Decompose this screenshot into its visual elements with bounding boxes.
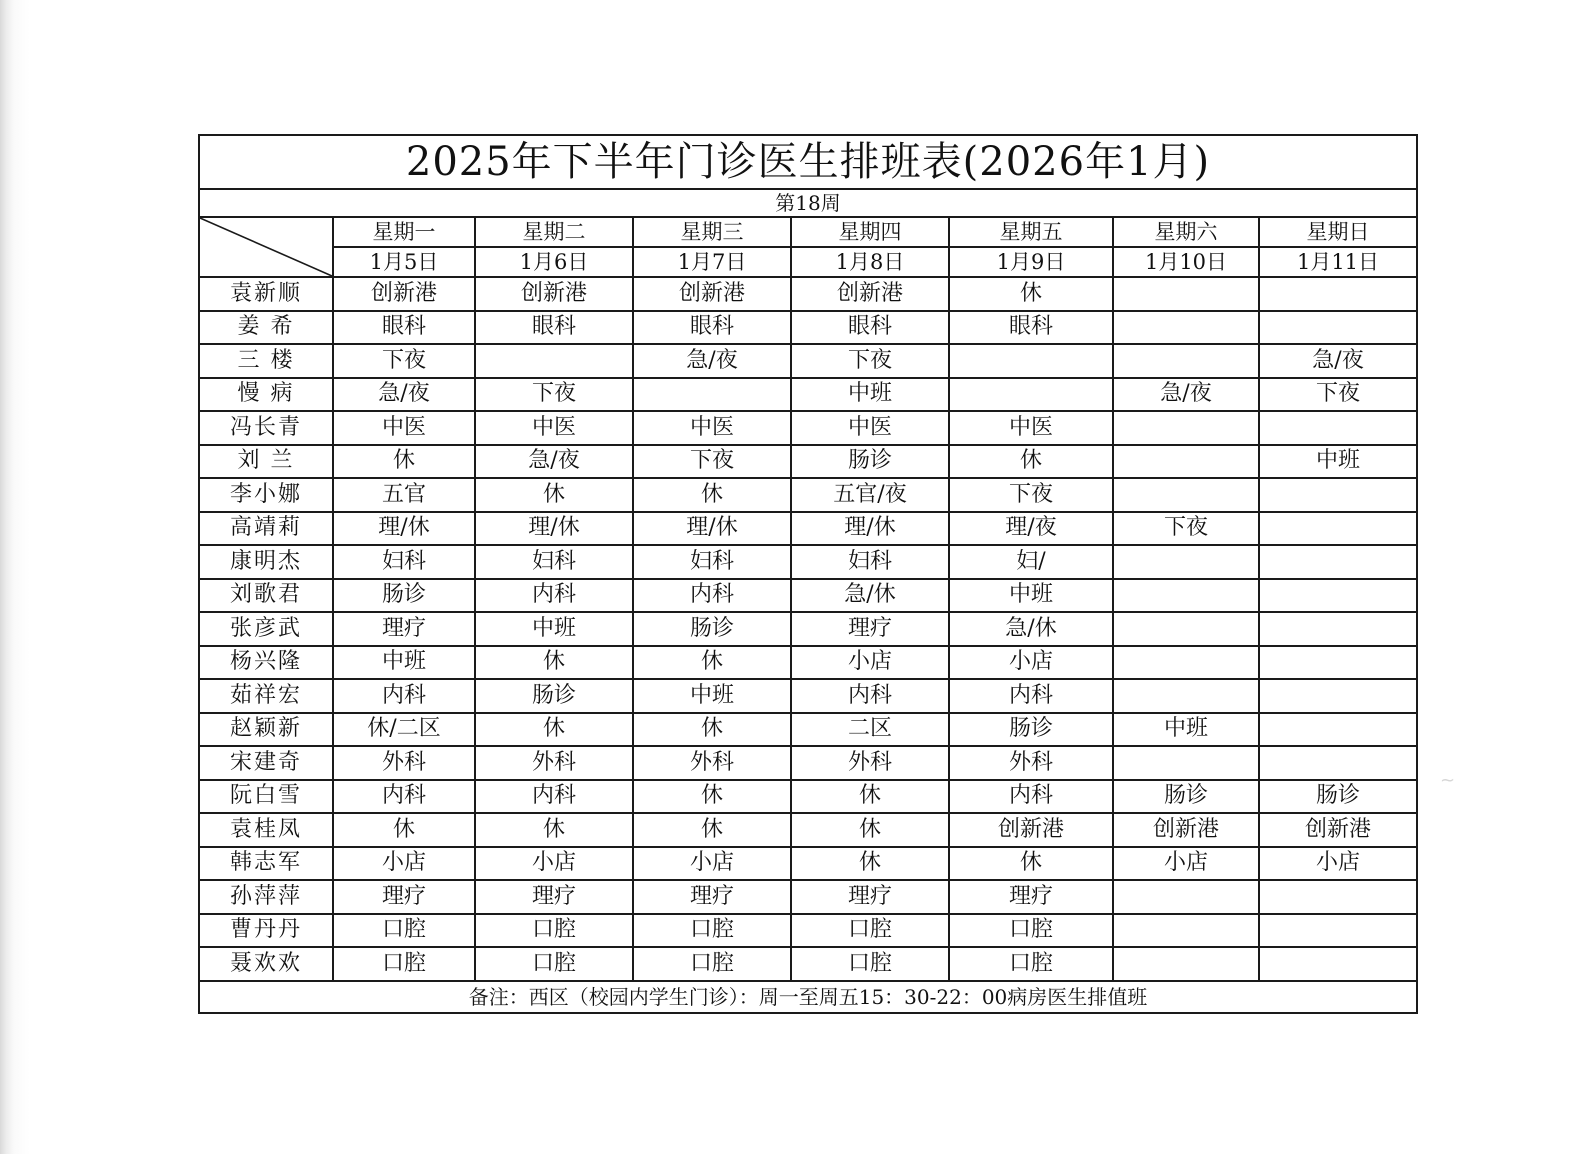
shift-cell: 休 (633, 646, 791, 680)
shift-cell (1113, 579, 1259, 613)
date-header: 1月11日 (1259, 247, 1417, 277)
diagonal-header-cell (199, 217, 333, 277)
shift-cell: 口腔 (475, 914, 633, 948)
doctor-name: 杨兴隆 (199, 646, 333, 680)
shift-cell: 创新港 (791, 277, 949, 311)
shift-cell: 妇科 (633, 545, 791, 579)
shift-cell: 急/休 (949, 612, 1113, 646)
shift-cell: 休 (475, 713, 633, 747)
shift-cell: 理/休 (633, 512, 791, 546)
shift-cell: 内科 (475, 780, 633, 814)
doctor-name: 康明杰 (199, 545, 333, 579)
day-header: 星期日 (1259, 217, 1417, 247)
doctor-name: 李小娜 (199, 478, 333, 512)
day-header: 星期一 (333, 217, 475, 247)
schedule-table (198, 134, 1418, 1014)
table-row (199, 378, 1417, 412)
day-header: 星期二 (475, 217, 633, 247)
shift-cell: 理疗 (633, 880, 791, 914)
shift-cell (1113, 445, 1259, 479)
shift-cell: 休 (333, 445, 475, 479)
shift-cell (1259, 746, 1417, 780)
doctor-name: 慢 病 (199, 378, 333, 412)
shift-cell: 休 (333, 813, 475, 847)
shift-cell: 中班 (475, 612, 633, 646)
shift-cell: 急/夜 (475, 445, 633, 479)
shift-cell: 中班 (633, 679, 791, 713)
shift-cell (1259, 512, 1417, 546)
doctor-name: 曹丹丹 (199, 914, 333, 948)
doctor-name: 冯长青 (199, 411, 333, 445)
day-header: 星期三 (633, 217, 791, 247)
shift-cell (1113, 277, 1259, 311)
shift-cell: 肠诊 (333, 579, 475, 613)
doctor-name: 宋建奇 (199, 746, 333, 780)
shift-cell: 肠诊 (1113, 780, 1259, 814)
shift-cell (1259, 545, 1417, 579)
shift-cell (1113, 612, 1259, 646)
shift-cell: 内科 (333, 679, 475, 713)
shift-cell (1259, 880, 1417, 914)
shift-cell: 休 (633, 713, 791, 747)
shift-cell: 下夜 (949, 478, 1113, 512)
shift-cell: 小店 (633, 847, 791, 881)
shift-cell: 理/休 (333, 512, 475, 546)
shift-cell: 眼科 (791, 311, 949, 345)
shift-cell: 理疗 (791, 880, 949, 914)
doctor-name: 张彦武 (199, 612, 333, 646)
shift-cell: 肠诊 (633, 612, 791, 646)
shift-cell (1113, 478, 1259, 512)
shift-cell: 中班 (333, 646, 475, 680)
doctor-name: 三 楼 (199, 344, 333, 378)
shift-cell: 妇科 (791, 545, 949, 579)
date-header: 1月10日 (1113, 247, 1259, 277)
shift-cell: 理疗 (333, 880, 475, 914)
doctor-name: 阮白雪 (199, 780, 333, 814)
doctor-name: 赵颖新 (199, 713, 333, 747)
shift-cell: 中班 (949, 579, 1113, 613)
table-row (199, 512, 1417, 546)
shift-cell (1113, 914, 1259, 948)
shift-cell: 急/夜 (1113, 378, 1259, 412)
shift-cell: 创新港 (1259, 813, 1417, 847)
shift-cell: 小店 (1113, 847, 1259, 881)
shift-cell (1113, 746, 1259, 780)
shift-cell: 下夜 (333, 344, 475, 378)
shift-cell: 肠诊 (475, 679, 633, 713)
shift-cell: 创新港 (949, 813, 1113, 847)
table-row (199, 914, 1417, 948)
table-row (199, 579, 1417, 613)
shift-cell: 中医 (475, 411, 633, 445)
shift-cell: 休 (791, 780, 949, 814)
shift-cell: 休 (475, 813, 633, 847)
table-row (199, 813, 1417, 847)
shift-cell (1113, 646, 1259, 680)
shift-cell: 肠诊 (1259, 780, 1417, 814)
shift-cell: 口腔 (333, 914, 475, 948)
shift-cell: 口腔 (633, 914, 791, 948)
shift-cell: 口腔 (475, 947, 633, 981)
shift-cell (949, 344, 1113, 378)
page-title: 2025年下半年门诊医生排班表(2026年1月) (199, 135, 1417, 189)
diagonal-line (200, 218, 332, 276)
shift-cell: 中班 (1113, 713, 1259, 747)
table-row (199, 847, 1417, 881)
footnote: 备注：西区（校园内学生门诊）：周一至周五15：30-22：00病房医生排值班 (199, 981, 1417, 1013)
shift-cell: 口腔 (633, 947, 791, 981)
shift-cell: 急/夜 (333, 378, 475, 412)
shift-cell: 妇/ (949, 545, 1113, 579)
shift-cell: 休 (949, 847, 1113, 881)
shift-cell (1113, 880, 1259, 914)
shift-cell: 下夜 (1259, 378, 1417, 412)
shift-cell: 口腔 (791, 914, 949, 948)
table-row (199, 947, 1417, 981)
table-row (199, 311, 1417, 345)
date-header: 1月5日 (333, 247, 475, 277)
table-row (199, 646, 1417, 680)
week-label: 第18周 (199, 189, 1417, 217)
shift-cell: 二区 (791, 713, 949, 747)
shift-cell (1113, 344, 1259, 378)
shift-cell: 创新港 (333, 277, 475, 311)
shift-cell: 下夜 (791, 344, 949, 378)
shift-cell (1259, 411, 1417, 445)
day-header: 星期四 (791, 217, 949, 247)
shift-cell (1259, 579, 1417, 613)
shift-cell: 中班 (1259, 445, 1417, 479)
table-row (199, 713, 1417, 747)
shift-cell: 急/休 (791, 579, 949, 613)
shift-cell: 妇科 (333, 545, 475, 579)
shift-cell (1113, 679, 1259, 713)
shift-cell: 下夜 (475, 378, 633, 412)
shift-cell: 休 (633, 780, 791, 814)
shift-cell: 下夜 (633, 445, 791, 479)
date-header: 1月7日 (633, 247, 791, 277)
shift-cell: 内科 (791, 679, 949, 713)
shift-cell (1259, 478, 1417, 512)
table-row (199, 545, 1417, 579)
shift-cell: 中医 (333, 411, 475, 445)
shift-cell (1113, 411, 1259, 445)
doctor-name: 袁桂凤 (199, 813, 333, 847)
date-header: 1月8日 (791, 247, 949, 277)
shift-cell (1259, 679, 1417, 713)
shift-cell: 口腔 (333, 947, 475, 981)
shift-cell: 休 (949, 445, 1113, 479)
shift-cell (1259, 277, 1417, 311)
shift-cell (1259, 914, 1417, 948)
shift-cell (1259, 646, 1417, 680)
shift-cell: 眼科 (475, 311, 633, 345)
shift-cell (1259, 311, 1417, 345)
shift-cell (1259, 612, 1417, 646)
shift-cell: 理疗 (333, 612, 475, 646)
shift-cell: 下夜 (1113, 512, 1259, 546)
shift-cell: 口腔 (949, 947, 1113, 981)
shift-cell: 理疗 (791, 612, 949, 646)
shift-cell: 理/休 (475, 512, 633, 546)
doctor-name: 聂欢欢 (199, 947, 333, 981)
shift-cell: 理/夜 (949, 512, 1113, 546)
table-row (199, 746, 1417, 780)
shift-cell: 口腔 (791, 947, 949, 981)
doctor-name: 刘歌君 (199, 579, 333, 613)
shift-cell: 创新港 (475, 277, 633, 311)
day-header: 星期六 (1113, 217, 1259, 247)
shift-cell: 休 (791, 847, 949, 881)
shift-cell: 口腔 (949, 914, 1113, 948)
doctor-name: 韩志军 (199, 847, 333, 881)
table-row (199, 478, 1417, 512)
table-row (199, 612, 1417, 646)
doctor-name: 姜 希 (199, 311, 333, 345)
shift-cell (475, 344, 633, 378)
table-row (199, 277, 1417, 311)
date-header: 1月9日 (949, 247, 1113, 277)
shift-cell: 外科 (475, 746, 633, 780)
shift-cell: 眼科 (949, 311, 1113, 345)
scan-smudge: ~ (1440, 770, 1456, 791)
doctor-name: 高靖莉 (199, 512, 333, 546)
shift-cell: 小店 (1259, 847, 1417, 881)
doctor-name: 孙萍萍 (199, 880, 333, 914)
shift-cell: 五官 (333, 478, 475, 512)
shift-cell: 内科 (949, 780, 1113, 814)
shift-cell: 创新港 (633, 277, 791, 311)
shift-cell: 中医 (791, 411, 949, 445)
shift-cell: 眼科 (633, 311, 791, 345)
shift-cell: 中班 (791, 378, 949, 412)
shift-cell (949, 378, 1113, 412)
table-row (199, 880, 1417, 914)
shift-cell: 五官/夜 (791, 478, 949, 512)
shift-cell: 小店 (475, 847, 633, 881)
shift-cell (1113, 311, 1259, 345)
shift-cell: 休 (633, 478, 791, 512)
shift-cell (1113, 545, 1259, 579)
shift-cell: 休/二区 (333, 713, 475, 747)
table-row (199, 679, 1417, 713)
shift-cell: 内科 (949, 679, 1113, 713)
shift-cell: 外科 (949, 746, 1113, 780)
shift-cell: 肠诊 (791, 445, 949, 479)
shift-cell: 休 (791, 813, 949, 847)
shift-cell: 休 (633, 813, 791, 847)
shift-cell: 理疗 (475, 880, 633, 914)
shift-cell (1113, 947, 1259, 981)
shift-cell: 内科 (633, 579, 791, 613)
doctor-name: 刘 兰 (199, 445, 333, 479)
doctor-name: 袁新顺 (199, 277, 333, 311)
shift-cell: 急/夜 (633, 344, 791, 378)
shift-cell: 眼科 (333, 311, 475, 345)
shift-cell: 中医 (949, 411, 1113, 445)
shift-cell: 肠诊 (949, 713, 1113, 747)
shift-cell: 外科 (633, 746, 791, 780)
shift-cell: 休 (949, 277, 1113, 311)
shift-cell (633, 378, 791, 412)
shift-cell: 外科 (333, 746, 475, 780)
doctor-name: 茹祥宏 (199, 679, 333, 713)
shift-cell: 小店 (949, 646, 1113, 680)
shift-cell: 小店 (791, 646, 949, 680)
shift-cell: 休 (475, 478, 633, 512)
table-row (199, 411, 1417, 445)
day-header: 星期五 (949, 217, 1113, 247)
shift-cell: 创新港 (1113, 813, 1259, 847)
shift-cell: 小店 (333, 847, 475, 881)
shift-cell: 急/夜 (1259, 344, 1417, 378)
table-row (199, 780, 1417, 814)
date-header: 1月6日 (475, 247, 633, 277)
schedule-sheet (198, 134, 1416, 1014)
shift-cell (1259, 713, 1417, 747)
shift-cell: 中医 (633, 411, 791, 445)
table-row (199, 344, 1417, 378)
shift-cell: 理/休 (791, 512, 949, 546)
shift-cell (1259, 947, 1417, 981)
shift-cell: 外科 (791, 746, 949, 780)
shift-cell: 理疗 (949, 880, 1113, 914)
shift-cell: 妇科 (475, 545, 633, 579)
table-row (199, 445, 1417, 479)
shift-cell: 休 (475, 646, 633, 680)
shift-cell: 内科 (475, 579, 633, 613)
shift-cell: 内科 (333, 780, 475, 814)
